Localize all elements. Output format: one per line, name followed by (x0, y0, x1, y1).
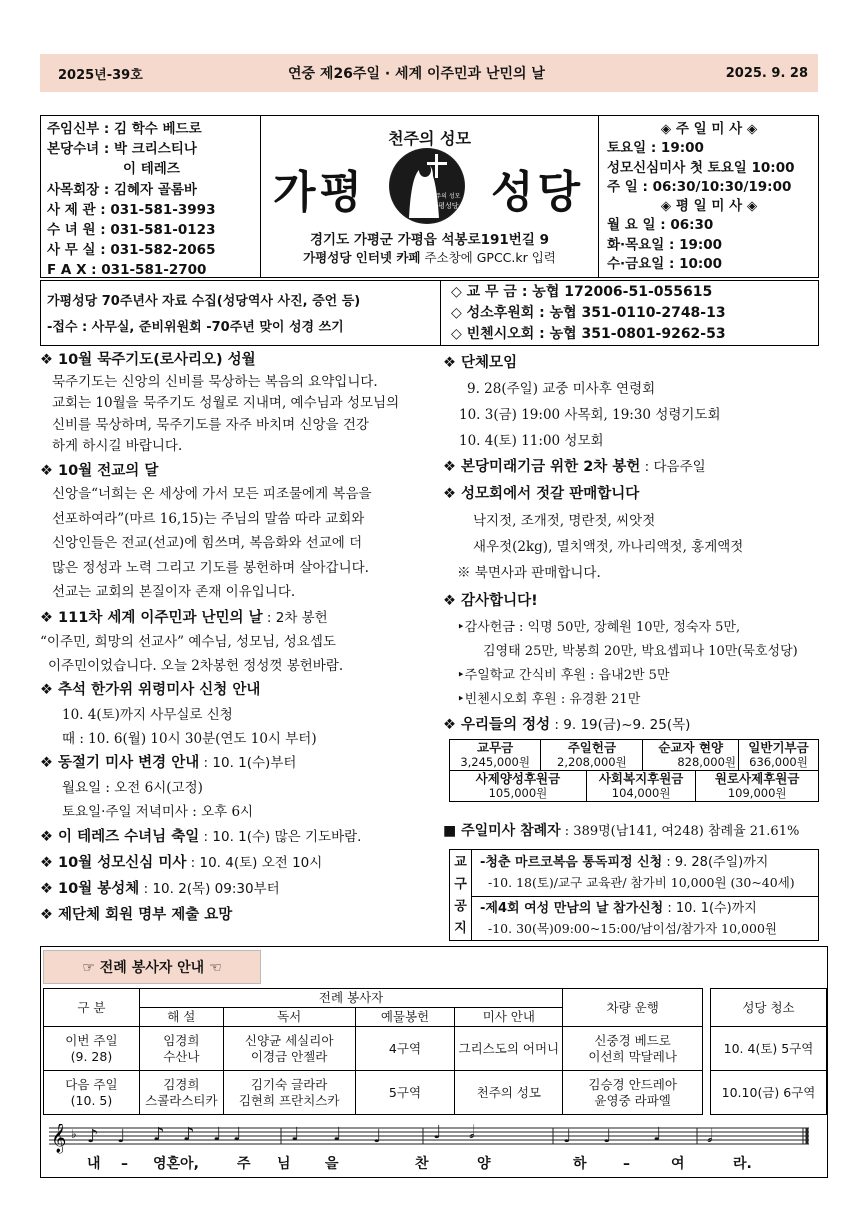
body-line: 선교는 교회의 본질이자 존재 이유입니다. (52, 584, 296, 600)
header-cleaning: 성당 청소 (711, 989, 827, 1027)
section-suffix: : 다음주일 (640, 459, 706, 475)
svg-text:♪: ♪ (153, 1124, 165, 1145)
section-body (40, 776, 432, 824)
person-name: 이선희 막달레나 (588, 1048, 677, 1064)
staff-line: 사 제 관 : 031-581-3993 (47, 201, 216, 218)
body-line: 10. 4(토) 11:00 성모회 (459, 433, 604, 449)
mass-time: 수·금요일 : 10:00 (607, 256, 723, 273)
lyric-syllable: – (623, 1156, 630, 1172)
service-table (43, 988, 827, 1115)
service-tab: ☞ 전례 봉사자 안내 ☜ (43, 950, 261, 984)
week-date: (9. 28) (70, 1048, 113, 1064)
right-column (443, 350, 823, 738)
notice-item-title: -제4회 여성 만남의 날 참가신청 (480, 901, 664, 916)
notice-item-title: -청춘 마르코복음 통독피정 신청 (480, 855, 663, 870)
account-line: ◇ 빈첸시오회 : 농협 351-0801-9262-53 (451, 326, 726, 342)
offering-label: 일반기부금 (748, 740, 809, 755)
staff-line: F A X : 031-581-2700 (47, 262, 207, 279)
section-suffix: : 10. 1(수) 많은 기도바람. (199, 828, 362, 845)
side-char: 교 (454, 855, 467, 870)
lyric-syllable: 주 (237, 1156, 251, 1172)
section-suffix: : 10. 4(토) 오전 10시 (186, 854, 323, 871)
notice-divider (472, 896, 818, 897)
person-name: 스콜라스티카 (145, 1092, 218, 1108)
parish-info-box (40, 115, 819, 278)
body-line: 토요일·주일 저녁미사 : 오후 6시 (62, 803, 254, 820)
notice-side-label (450, 850, 472, 940)
offering-cell: 5구역 (355, 1071, 455, 1115)
body-line: 10. 3(금) 19:00 사목회, 19:30 성령기도회 (459, 407, 721, 423)
body-line: 선포하여라”(마르 16,15)는 주님의 말씀 따라 교회와 (52, 510, 365, 527)
web-cafe-address: 주소창에 GPCC.kr 입력 (420, 250, 556, 265)
staff-line: 사 무 실 : 031-582-2065 (47, 242, 216, 259)
flat-icon: ♭ (71, 1127, 77, 1141)
mass-schedule (599, 116, 819, 277)
lyric-syllable: 님 (277, 1156, 291, 1172)
svg-text:♩: ♩ (373, 1126, 382, 1147)
svg-text:♩: ♩ (333, 1124, 342, 1145)
week-label: 이번 주일 (65, 1032, 118, 1048)
offering-value: 828,000원 (677, 755, 736, 769)
attendance-title: ■ 주일미사 참례자 (443, 823, 561, 839)
person-name: 김승경 안드레아 (588, 1076, 677, 1092)
side-char: 구 (454, 877, 467, 892)
body-line: 월요일 : 오전 6시(고정) (62, 779, 203, 796)
body-line: 새우젓(2kg), 멸치액젓, 까나리액젓, 홍게액젓 (473, 539, 744, 555)
section-title: ❖ 10월 봉성체 (40, 880, 140, 897)
offerings-row (450, 771, 819, 802)
offerings-table (449, 739, 819, 802)
account-line: ◇ 교 무 금 : 농협 172006-51-055615 (451, 284, 713, 300)
sunday-mass-title: ◈ 주 일 미 사 ◈ (660, 121, 758, 137)
logo-text-bottom: 가평성당 (431, 202, 459, 210)
svg-text:♩: ♩ (433, 1124, 442, 1143)
section (443, 712, 823, 738)
person-name: 이경금 안젤라 (250, 1048, 328, 1064)
section-title: ❖ 본당미래기금 위한 2차 봉헌 (443, 459, 641, 475)
lyric-syllable: 라. (733, 1156, 752, 1172)
body-line: 10. 4(토)까지 사무실로 신청 (62, 706, 233, 723)
section-title: ❖ 추석 한가위 위령미사 신청 안내 (40, 681, 261, 698)
vehicle-cell (563, 1027, 703, 1071)
reading-cell (223, 1071, 355, 1115)
notice-item-detail: -10. 18(토)/교구 교육관/ 참가비 10,000원 (30~40세) (488, 875, 795, 890)
staff-line: 수 녀 원 : 031-581-0123 (47, 222, 216, 239)
lyric-syllable: 찬 (415, 1156, 429, 1172)
offering-value: 2,208,000원 (557, 755, 627, 769)
masthead-subtitle: 천주의 성모 (388, 129, 471, 148)
lyric-syllable: 여 (671, 1156, 685, 1172)
person-name: 윤영중 라파엘 (594, 1092, 671, 1108)
person-name: 김경희 (163, 1076, 200, 1092)
header-category: 구 분 (44, 989, 140, 1027)
week-label: 다음 주일 (65, 1076, 118, 1092)
svg-text:♩: ♩ (233, 1124, 242, 1145)
guide-cell: 그리스도의 어머니 (455, 1027, 563, 1071)
body-line: 하게 하시길 바랍니다. (52, 438, 183, 454)
lyric-syllable: 내 (87, 1156, 101, 1172)
masthead (261, 116, 599, 277)
week-cell (44, 1027, 140, 1071)
section-title: ❖ 10월 성모신심 미사 (40, 854, 187, 871)
header-strip (40, 54, 818, 92)
lyric-syllable: 양 (477, 1156, 491, 1172)
issue-number: 2025년-39호 (58, 67, 143, 83)
section-title: ❖ 단체모임 (443, 355, 518, 371)
section-body (443, 616, 823, 712)
offering-label: 주일헌금 (567, 740, 617, 755)
svg-text:♩: ♩ (291, 1124, 300, 1145)
staff-line: 사목회장 : 김혜자 골롬바 (47, 181, 197, 198)
body-line: 김영태 25만, 박봉희 20만, 박요셉피나 10만(묵호성당) (483, 644, 798, 659)
bank-accounts (441, 281, 818, 345)
lyric-syllable: 영혼아, (153, 1156, 199, 1172)
mass-time: 화·목요일 : 19:00 (607, 236, 723, 253)
offering-label: 사제양성후원금 (475, 771, 561, 786)
body-line: “이주민, 희망의 선교사” 예수님, 성모님, 성요셉도 (40, 633, 336, 650)
section (40, 876, 432, 902)
body-line: ※ 북면사과 판매합니다. (457, 565, 601, 581)
parish-address: 경기도 가평군 가평읍 석봉로191번길 9 (310, 232, 549, 248)
offerings-row (450, 740, 819, 771)
offering-cell: 4구역 (355, 1027, 455, 1071)
mass-time: 성모신심미사 첫 토요일 10:00 (607, 159, 795, 176)
offering-label: 사회복지후원금 (598, 771, 684, 786)
notice-item-date: : 10. 1(수)까지 (663, 901, 757, 916)
person-name: 김기숙 글라라 (250, 1076, 328, 1092)
svg-text:♩: ♩ (213, 1124, 222, 1145)
body-line: 많은 정성과 노력 그리고 기도를 봉헌하며 살아갑니다. (52, 559, 369, 576)
anniversary-line: 가평성당 70주년사 자료 수집(성당역사 사진, 증언 등) (47, 294, 361, 309)
notice-item-detail: -10. 30(목)09:00~15:00/남이섬/참가자 10,000원 (488, 921, 777, 936)
music-staff (43, 1124, 825, 1176)
lyric-syllable: 하 (573, 1156, 587, 1172)
masthead-name-right: 성당 (490, 167, 584, 218)
side-char: 공 (454, 899, 467, 914)
vehicle-cell (563, 1071, 703, 1115)
section (40, 606, 432, 630)
section (443, 454, 823, 480)
staff-line: 이 테레즈 (123, 161, 180, 178)
body-line: 때 : 10. 6(월) 10시 30분(연도 10시 부터) (62, 730, 317, 747)
section-suffix: : 10. 1(수)부터 (199, 754, 297, 771)
svg-text:𝅗𝅥: 𝅗𝅥 (469, 1124, 475, 1143)
logo-text-top: 천주의 성모 (429, 193, 461, 200)
account-line: ◇ 성소후원회 : 농협 351-0110-2748-13 (451, 305, 726, 321)
guide-cell: 천주의 성모 (455, 1071, 563, 1115)
person-name: 임경희 (163, 1032, 200, 1048)
staff-line: 본당수녀 : 박 크리스티나 (47, 141, 197, 158)
section-body (443, 376, 823, 454)
section (40, 751, 432, 776)
svg-text:𝅗𝅥: 𝅗𝅥 (707, 1126, 713, 1147)
subheader-cell: 해 설 (139, 1008, 223, 1027)
section-body (40, 703, 432, 751)
svg-text:♩: ♩ (603, 1126, 612, 1147)
notice-item (480, 899, 757, 919)
offering-cell (739, 740, 819, 771)
section-title: ❖ 성모회에서 젓갈 판매합니다 (443, 486, 640, 502)
lyric-syllable: – (121, 1156, 128, 1172)
offering-cell (586, 771, 695, 802)
anniversary-notice (41, 281, 441, 345)
side-char: 지 (454, 921, 467, 936)
section-body (40, 630, 432, 678)
mass-time: 월 요 일 : 06:30 (607, 217, 714, 234)
bulletin-date: 2025. 9. 28 (725, 65, 808, 81)
web-cafe-label: 가평성당 인터넷 카페 (303, 250, 421, 265)
section-title: ❖ 10월 묵주기도(로사리오) 성월 (40, 352, 256, 368)
person-name: 신양균 세실리아 (244, 1032, 334, 1048)
header-vehicle: 차량 운행 (563, 989, 703, 1027)
offering-cell (643, 740, 739, 771)
offering-label: 순교자 현양 (658, 740, 724, 755)
lyric-syllable: 을 (325, 1156, 339, 1172)
notice-item-date: : 9. 28(주일)까지 (662, 855, 769, 870)
commentary-cell (139, 1071, 223, 1115)
mass-time: 주 일 : 06:30/10:30/19:00 (607, 178, 792, 195)
section-body (443, 508, 823, 586)
offering-cell (541, 740, 643, 771)
svg-text:♪: ♪ (87, 1126, 99, 1147)
offering-cell (450, 771, 587, 802)
cleaning-cell: 10.10(금) 6구역 (711, 1071, 827, 1115)
offering-value: 105,000원 (488, 786, 548, 800)
body-line: 신앙을“너희는 온 세상에 가서 모든 피조물에게 복음을 (52, 486, 372, 502)
announcement-row (40, 280, 819, 346)
person-name: 수산나 (163, 1048, 200, 1064)
web-info (261, 248, 598, 266)
reading-cell (223, 1027, 355, 1071)
section-title: ❖ 감사합니다! (443, 593, 538, 609)
left-column (40, 350, 432, 928)
section-suffix: : 2차 봉헌 (262, 609, 328, 626)
section-body (40, 482, 432, 605)
anniversary-line: -접수 : 사무실, 준비위원회 -70주년 맞이 성경 쓰기 (47, 320, 344, 335)
offering-value: 109,000원 (727, 786, 787, 800)
section-suffix: : 9. 19(금)~9. 25(목) (550, 717, 691, 733)
bulletin-title: 연중 제26주일 · 세계 이주민과 난민의 날 (288, 66, 545, 82)
section-title: ❖ 111차 세계 이주민과 난민의 날 (40, 609, 263, 626)
body-line: ‣감사헌금 : 익명 50만, 장혜원 10만, 정숙자 5만, (457, 620, 741, 635)
section-suffix: : 10. 2(목) 09:30부터 (139, 880, 280, 897)
body-line: 낙지젓, 조개젓, 명란젓, 씨앗젓 (473, 513, 656, 529)
body-line: 신앙인들은 전교(선교)에 힘쓰며, 복음화와 선교에 더 (52, 535, 363, 551)
subheader-cell: 예물봉헌 (355, 1008, 455, 1027)
offering-label: 원로사제후원금 (714, 771, 800, 786)
week-date: (10. 5) (70, 1092, 113, 1108)
person-name: 신중경 베드로 (594, 1032, 671, 1048)
section-title: ❖ 제단체 회원 명부 제출 요망 (40, 906, 233, 923)
service-header-row (44, 989, 827, 1008)
table-gap (703, 989, 711, 1115)
section-title: ❖ 10월 전교의 달 (40, 462, 159, 479)
section-title: ❖ 이 테레즈 수녀님 축일 (40, 828, 200, 845)
body-line: 묵주기도는 신앙의 신비를 묵상하는 복음의 요약입니다. (52, 373, 378, 390)
mass-time: 토요일 : 19:00 (607, 140, 704, 157)
diocese-notice (449, 849, 819, 941)
offering-value: 636,000원 (749, 755, 808, 769)
attendance-text: : 389명(남141, 여248) 참례율 21.61% (560, 824, 800, 839)
subheader-cell: 미사 안내 (455, 1008, 563, 1027)
body-line: ‣빈첸시오회 후원 : 유경환 21만 (457, 692, 641, 707)
offering-label: 교무금 (477, 740, 514, 755)
attendance (443, 820, 799, 840)
body-line: 9. 28(주일) 교중 미사후 연령회 (467, 381, 656, 397)
treble-clef-icon: 𝄞 (51, 1124, 67, 1153)
svg-text:♪: ♪ (183, 1124, 195, 1145)
section (40, 850, 432, 876)
staff-list (41, 116, 261, 277)
offering-cell (450, 740, 541, 771)
body-line: 교회는 10월을 묵주기도 성월로 지내며, 예수님과 성모님의 (52, 395, 400, 411)
masthead-name-left: 가평 (273, 167, 367, 218)
offering-value: 3,245,000원 (460, 755, 530, 769)
body-line: ‣주일학교 간식비 후원 : 읍내2반 5만 (457, 668, 670, 683)
commentary-cell (139, 1027, 223, 1071)
weekday-mass-title: ◈ 평 일 미 사 ◈ (660, 198, 758, 215)
body-line: 이주민이었습니다. 오늘 2차봉헌 정성껏 봉헌바람. (48, 657, 344, 674)
section-body (40, 372, 432, 458)
body-line: 신비를 묵상하며, 묵주기도를 자주 바치며 신앙을 건강 (52, 416, 369, 433)
cleaning-cell: 10. 4(토) 5구역 (711, 1027, 827, 1071)
svg-text:♩: ♩ (653, 1124, 662, 1145)
svg-text:♩: ♩ (117, 1126, 126, 1147)
week-cell (44, 1071, 140, 1115)
section-title: ❖ 동절기 미사 변경 안내 (40, 754, 200, 771)
notice-item (480, 853, 768, 873)
header-group: 전례 봉사자 (139, 989, 562, 1008)
person-name: 김현희 프란치스카 (238, 1092, 340, 1108)
offering-cell (696, 771, 819, 802)
section-title: ❖ 우리들의 정성 (443, 717, 551, 733)
staff-line: 주임신부 : 김 학수 베드로 (47, 121, 202, 137)
svg-text:♩: ♩ (563, 1126, 572, 1147)
section (40, 824, 432, 850)
parish-logo-icon (389, 148, 465, 224)
subheader-cell: 독서 (223, 1008, 355, 1027)
offering-value: 104,000원 (611, 786, 671, 800)
